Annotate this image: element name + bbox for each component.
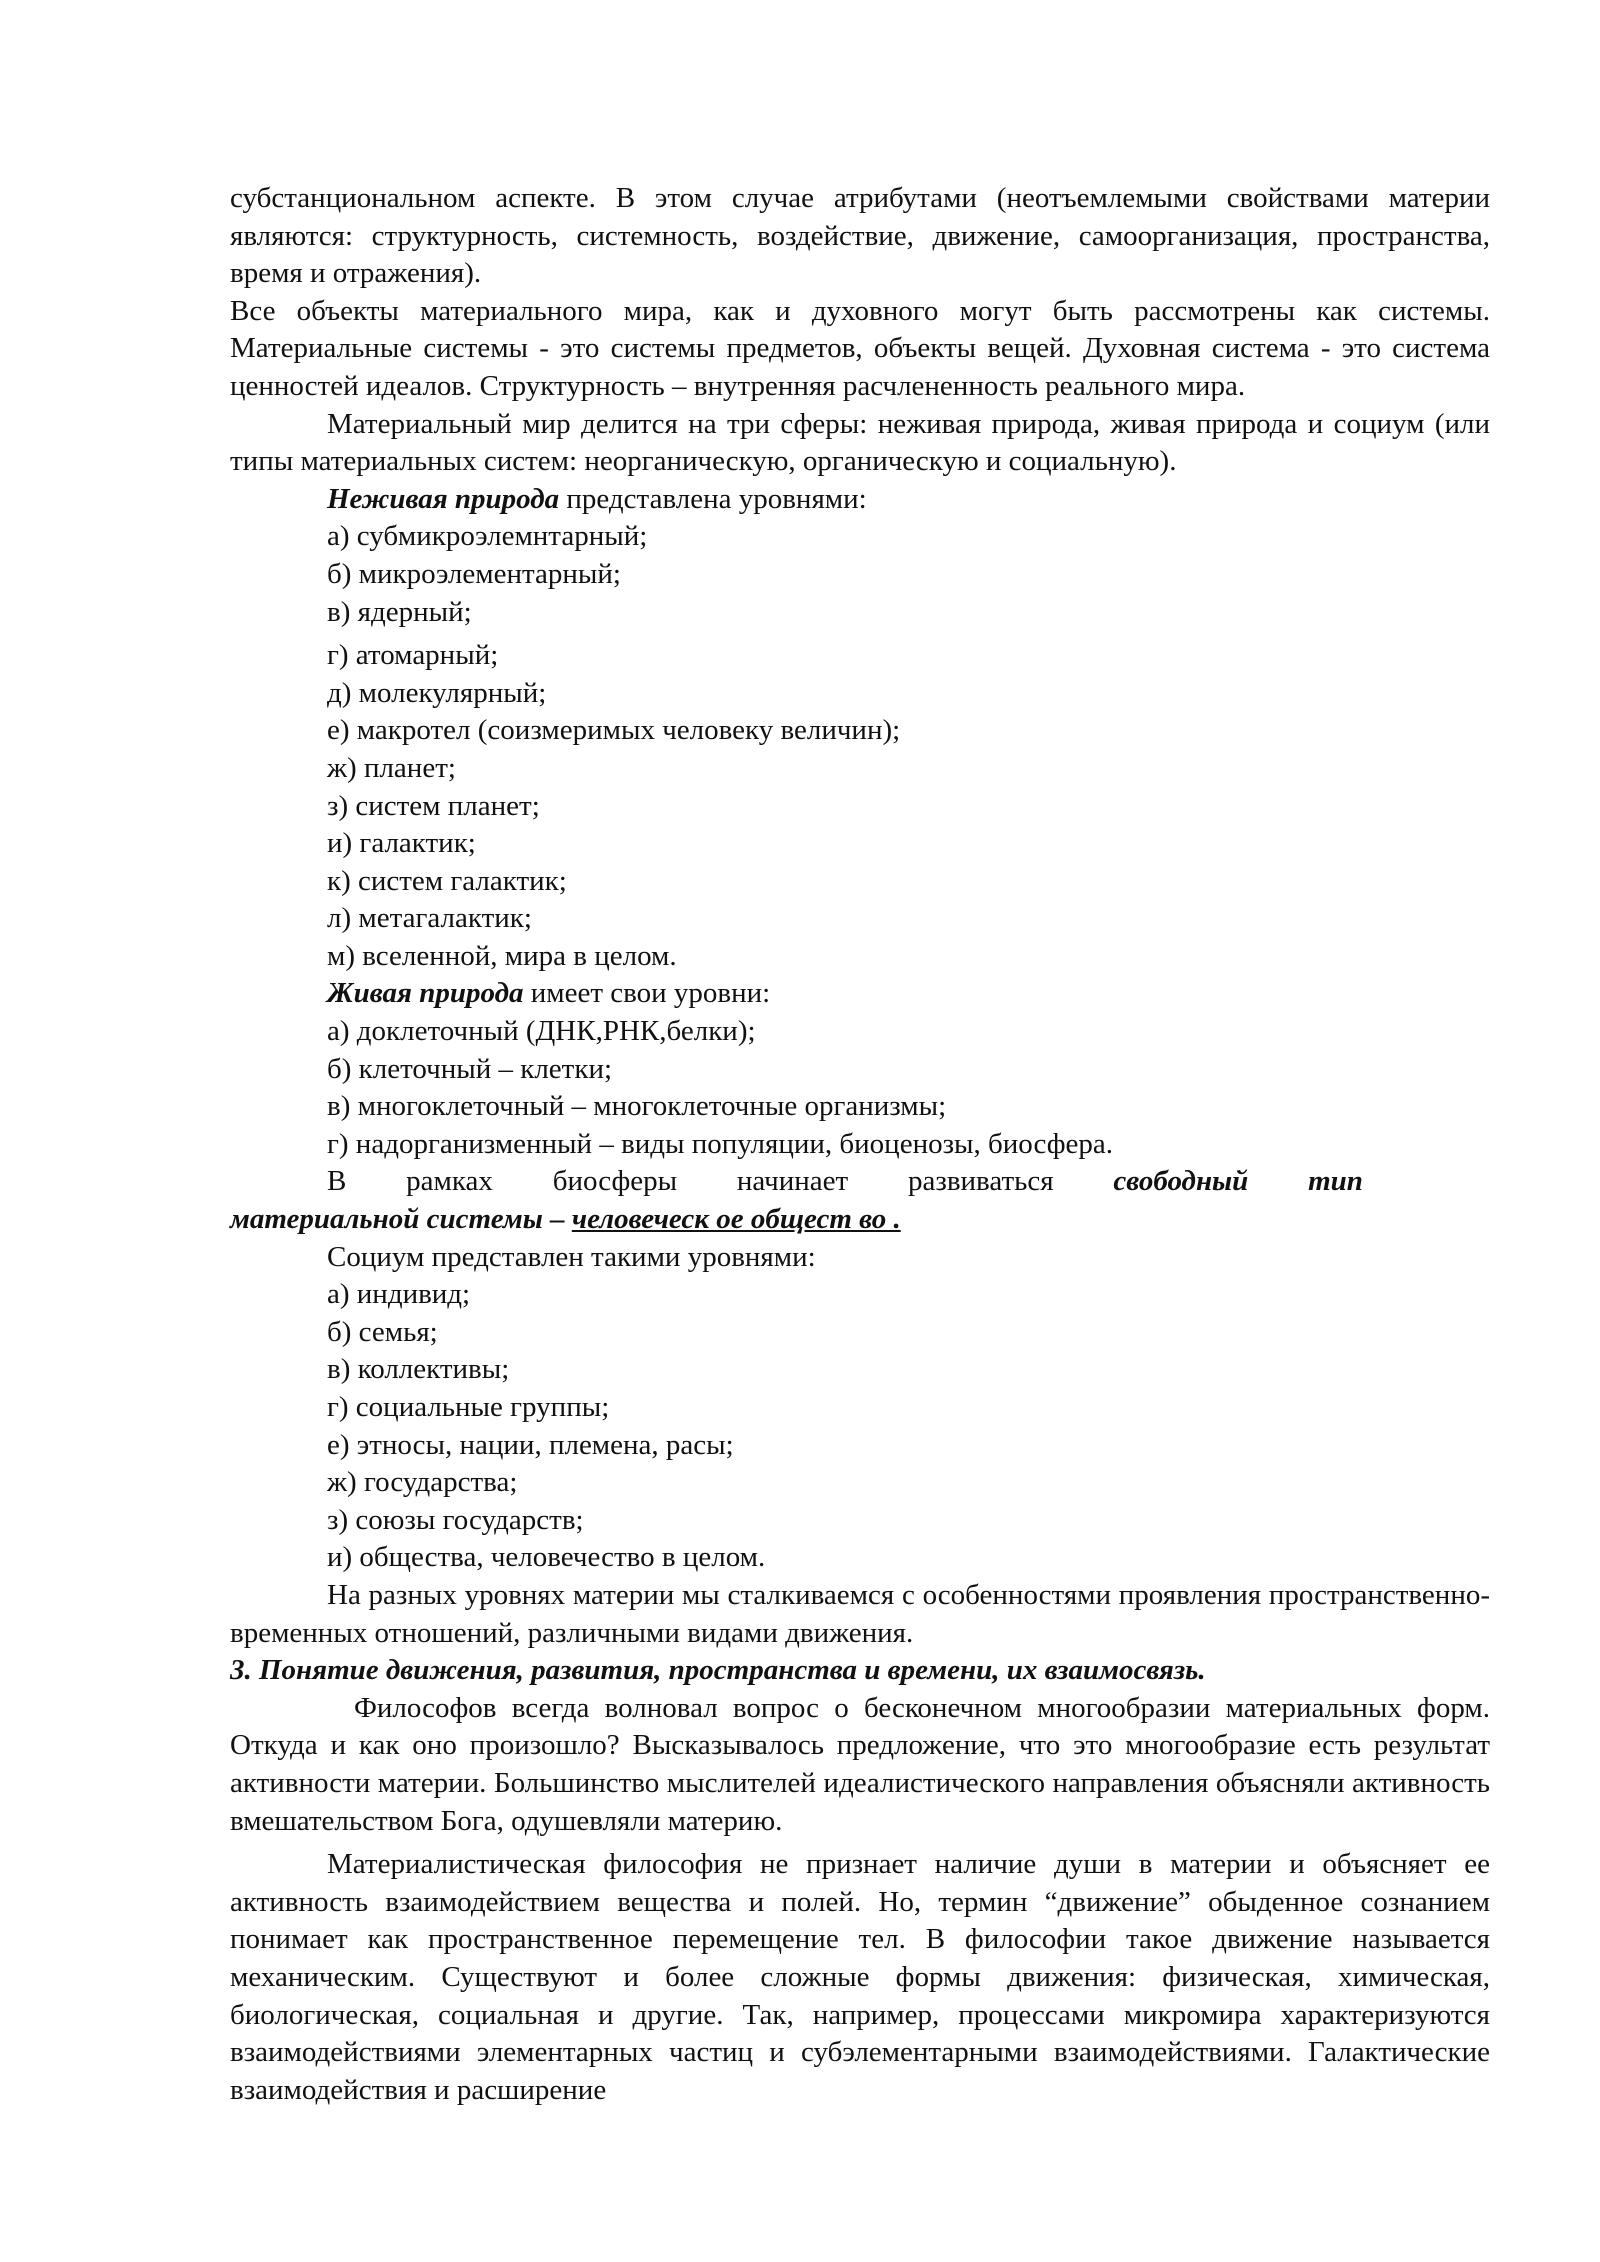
list-item: а) субмикроэлемнтарный;: [327, 520, 648, 553]
paragraph-levels: На разных уровнях материи мы сталкиваемся с особенностями проявления пространственно-временных отношений, различными видами движения.: [230, 1578, 1490, 1649]
list-item: в) ядерный;: [327, 595, 472, 628]
list-item: б) клеточный – клетки;: [327, 1052, 613, 1085]
list-item: г) надорганизменный – виды популяции, биоценозы, биосфера.: [327, 1127, 1114, 1160]
list-item: а) индивид;: [327, 1278, 471, 1311]
living-heading: [230, 975, 1490, 1013]
list-item: к) систем галактик;: [327, 864, 567, 897]
list-item: ж) государства;: [327, 1466, 518, 1499]
living-rest: имеет свои уровни:: [523, 977, 771, 1010]
list-item: и) галактик;: [327, 827, 476, 860]
biosphere-bold-text: материальной системы –: [230, 1203, 572, 1236]
list-item: б) семья;: [327, 1315, 438, 1348]
society-intro: Социум представлен такими уровнями:: [327, 1240, 816, 1273]
list-item: а) доклеточный (ДНК,РНК,белки);: [327, 1015, 756, 1048]
word: начинает: [736, 1165, 849, 1198]
paragraph-attributes: субстанциональном аспекте. В этом случае атрибутами (неотъемлемыми свойствами материи являются: структурность, системность, воздействие, движение, самоорганизация, пространства, время и отражения).: [230, 182, 1490, 290]
list-item: в) многоклеточный – многоклеточные организмы;: [327, 1090, 947, 1123]
paragraph-systems: Все объекты материального мира, как и духовного могут быть рассмотрены как системы. Материальные системы - это системы предметов, объекты вещей. Духовная система - это система ценностей идеалов. Структурность – внутренняя расчлененность реального мира.: [230, 294, 1490, 402]
list-item: и) общества, человечество в целом.: [327, 1541, 766, 1574]
list-item: л) метагалактик;: [327, 902, 532, 935]
list-item: д) молекулярный;: [327, 676, 547, 709]
paragraph-materialism: Материалистическая философия не признает наличие души в материи и объясняет ее активность взаимодействием вещества и полей. Но, термин “движение” обыденное сознанием понимает как пространственное перемещение тел. В философии такое движение называется механическим. Существуют и более сложные формы движения: физическая, химическая, биологическая, социальная и другие. Так, например, процессами микромира характеризуются взаимодействиями элементарных частиц и субэлементарными взаимодействиями. Галактические взаимодействия и расширение: [230, 1848, 1490, 2106]
word: В: [327, 1165, 347, 1198]
list-item: м) вселенной, мира в целом.: [327, 939, 677, 972]
list-item: г) социальные группы;: [327, 1391, 610, 1423]
word: рамках: [406, 1165, 493, 1198]
word: развиваться: [908, 1165, 1054, 1198]
biosphere-underlined-text: человеческ ое общест во .: [571, 1203, 901, 1236]
paragraph-three-spheres: Материальный мир делится на три сферы: неживая природа, живая природа и социум (или типы материальных систем: неорганическую, органическую и социальную).: [230, 407, 1490, 478]
list-item: б) микроэлементарный;: [327, 557, 621, 590]
word: биосферы: [552, 1165, 678, 1198]
nonliving-rest: представлена уровнями:: [559, 482, 867, 515]
word-bold: свободный: [1113, 1165, 1249, 1198]
list-item: е) этносы, нации, племена, расы;: [327, 1428, 734, 1461]
list-item: г) атомарный;: [327, 639, 499, 672]
nonliving-heading: [230, 481, 1490, 519]
biosphere-line-2: [230, 1201, 1490, 1239]
nonliving-title: Неживая природа: [327, 482, 560, 515]
list-item: е) макротел (соизмеримых человеку величин);: [327, 714, 901, 747]
list-item: з) систем планет;: [327, 789, 540, 822]
list-item: ж) планет;: [327, 751, 456, 784]
paragraph-philosophers: Философов всегда волновал вопрос о бесконечном многообразии материальных форм. Откуда и как оно произошло? Высказывалось предложение, что это многообразие есть результат активности материи. Большинство мыслителей идеалистического направления объясняли активность вмешательством Бога, одушевляли материю.: [230, 1691, 1490, 1837]
living-title: Живая природа: [327, 977, 524, 1010]
word-bold: тип: [1308, 1165, 1363, 1198]
list-item: в) коллективы;: [327, 1353, 510, 1386]
biosphere-line: [230, 1163, 1363, 1201]
list-item: з) союзы государств;: [327, 1503, 584, 1536]
document-body: [230, 180, 1490, 2109]
section-heading-3: 3. Понятие движения, развития, пространства и времени, их взаимосвязь.: [230, 1654, 1206, 1687]
